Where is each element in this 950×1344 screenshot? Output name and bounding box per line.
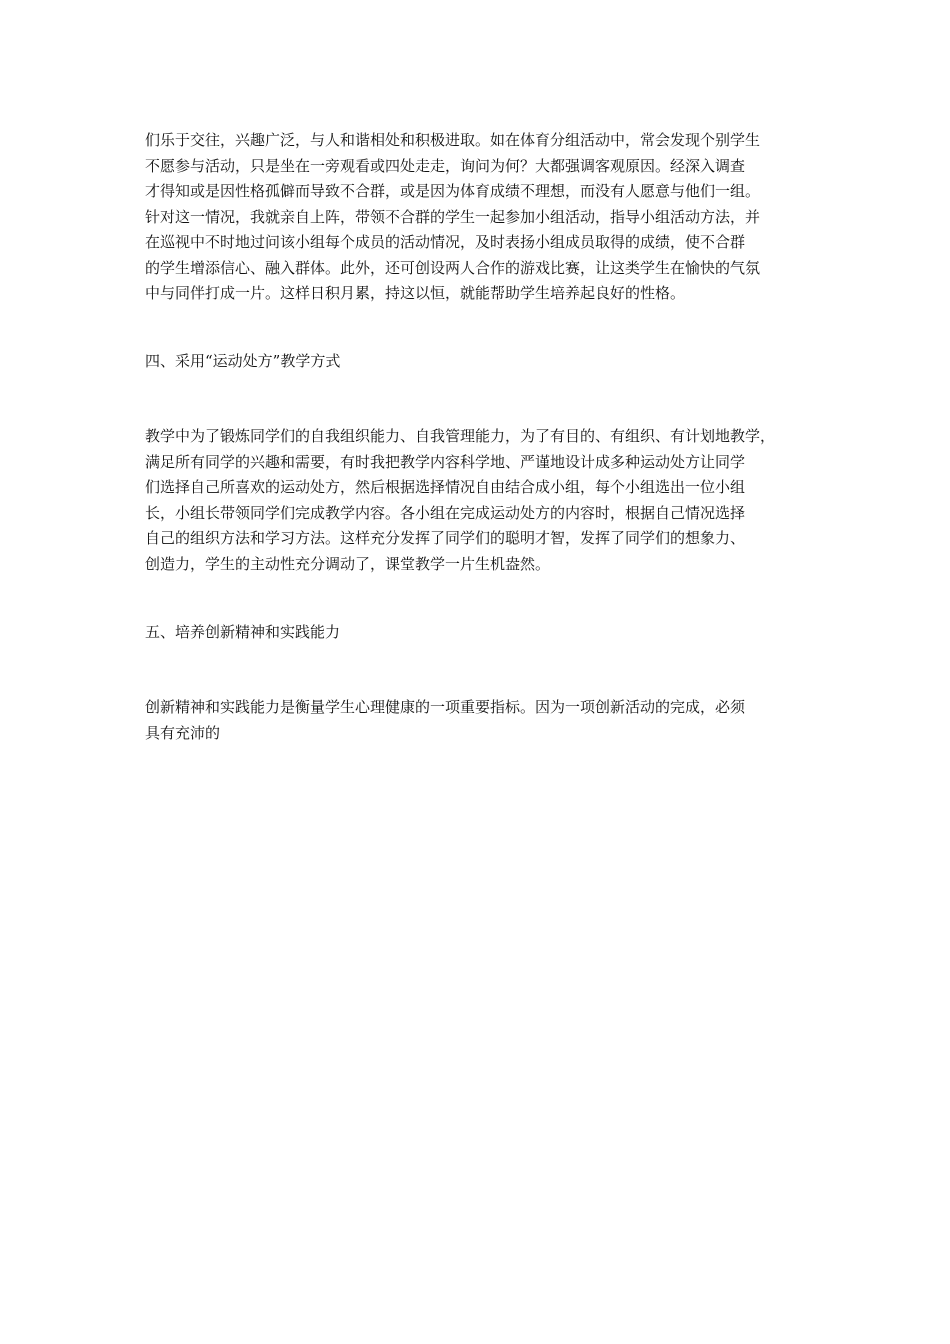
text-line: 们乐于交往，兴趣广泛，与人和谐相处和积极进取。如在体育分组活动中，常会发现个别学生 — [145, 131, 761, 149]
text-line: 创新精神和实践能力是衡量学生心理健康的一项重要指标。因为一项创新活动的完成，必须 — [145, 698, 746, 716]
text-line: 在巡视中不时地过问该小组每个成员的活动情况，及时表扬小组成员取得的成绩，使不合群 — [145, 233, 746, 251]
text-line: 自己的组织方法和学习方法。这样充分发挥了同学们的聪明才智，发挥了同学们的想象力、 — [145, 529, 746, 547]
section-heading-5: 五、培养创新精神和实践能力 — [145, 623, 341, 641]
text-line: 长，小组长带领同学们完成教学内容。各小组在完成运动处方的内容时，根据自己情况选择 — [145, 503, 746, 522]
paragraph-exercise-prescription — [145, 424, 805, 577]
paragraph-innovation — [145, 695, 805, 746]
text-line: 教学中为了锻炼同学们的自我组织能力、自我管理能力，为了有目的、有组织、有计划地教学， — [145, 427, 776, 445]
text-line: 中与同伴打成一片。这样日积月累，持这以恒，就能帮助学生培养起良好的性格。 — [145, 284, 686, 302]
text-line: 们选择自己所喜欢的运动处方，然后根据选择情况自由结合成小组，每个小组选出一位小组 — [145, 478, 746, 496]
paragraph-personality — [145, 128, 805, 307]
text-line: 具有充沛的 — [145, 723, 221, 742]
text-line: 才得知或是因性格孤僻而导致不合群，或是因为体育成绩不理想，而没有人愿意与他们一组。 — [145, 182, 761, 200]
text-line: 满足所有同学的兴趣和需要，有时我把教学内容科学地、严谨地设计成多种运动处方让同学 — [145, 452, 746, 471]
text-line: 不愿参与活动，只是坐在一旁观看或四处走走，询问为何？大都强调客观原因。经深入调查 — [145, 156, 746, 175]
text-line: 针对这一情况，我就亲自上阵，带领不合群的学生一起参加小组活动，指导小组活动方法，并 — [145, 207, 761, 226]
text-line: 的学生增添信心、融入群体。此外，还可创设两人合作的游戏比赛，让这类学生在愉快的气氛 — [145, 258, 761, 277]
text-line: 创造力，学生的主动性充分调动了，课堂教学一片生机盎然。 — [145, 554, 551, 573]
section-heading-4: 四、采用“运动处方”教学方式 — [145, 352, 341, 370]
